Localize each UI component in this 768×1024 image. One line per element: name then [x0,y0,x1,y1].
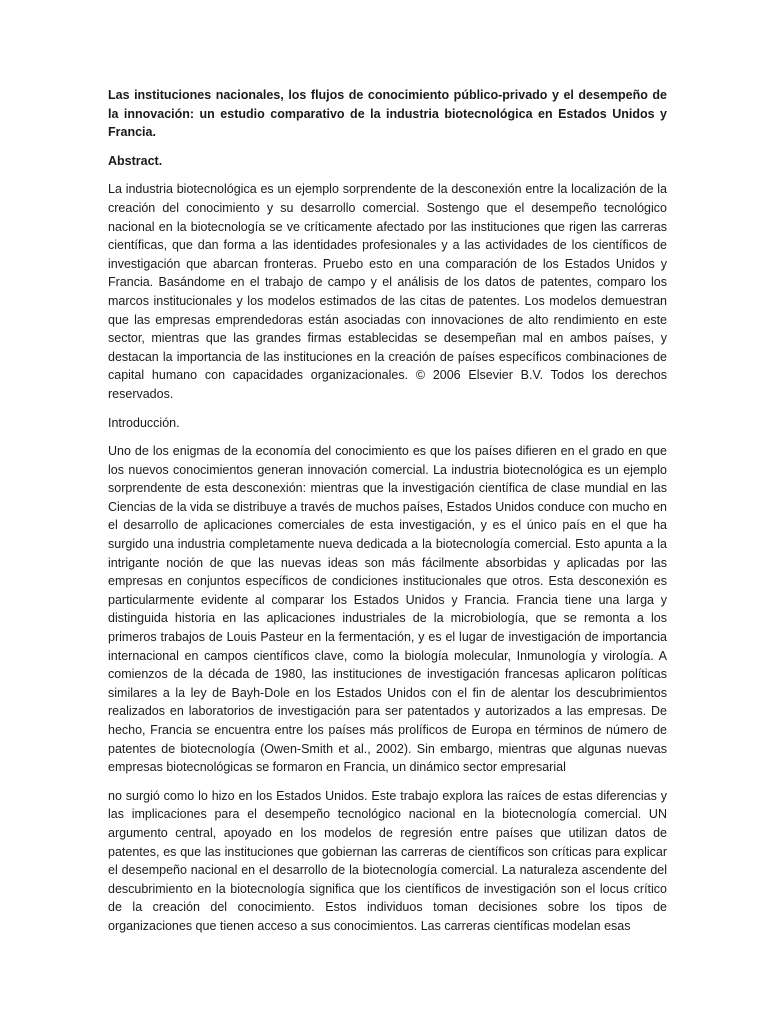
introduction-heading: Introducción. [108,415,180,430]
abstract-paragraph: La industria biotecnológica es un ejemplo sorprendente de la desconexión entre la localización de la creación del conocimiento y su desarrollo comercial. Sostengo que el desempeño tecnológico nacional en la biotecnología se ve críticamente afectado por las instituciones que rigen las carreras científicas, que dan forma a las identidades profesionales y a las actividades de los científicos de investigación que abarcan fronteras. Pruebo esto en una comparación de los Estados Unidos y Francia. Basándome en el trabajo de campo y el análisis de los datos de patentes, comparo los marcos institucionales y los modelos estimados de las citas de patentes. Los modelos demuestran que las empresas emprendedoras están asociadas con innovaciones de alto rendimiento en este sector, mientras que las grandes firmas establecidas se desempeñan mal en ambos países, y destacan la importancia de las instituciones en la creación de países específicos combinaciones de capital humano con capacidades organizacionales. © 2006 Elsevier B.V. Todos los derechos reservados. [108,182,667,401]
document-page [108,86,667,946]
abstract-heading: Abstract. [108,153,163,168]
document-title: Las instituciones nacionales, los flujos de conocimiento público-privado y el desempeño de la innovación: un estudio comparativo de la industria biotecnológica en Estados Unidos y Francia. [108,88,667,140]
introduction-paragraph-2: no surgió como lo hizo en los Estados Unidos. Este trabajo explora las raíces de estas diferencias y las implicaciones para el desempeño tecnológico nacional en la biotecnología comercial. UN argumento central, apoyado en los modelos de regresión entre países que utilizan datos de patentes, es que las instituciones que gobiernan las carreras de científicos son críticas para explicar el desempeño nacional en el desarrollo de la biotecnología comercial. La naturaleza ascendente del descubrimiento en la biotecnología significa que los científicos de investigación son el locus crítico de la creación del conocimiento. Estos individuos toman decisiones sobre los tipos de organizaciones que tienen acceso a sus conocimientos. Las carreras científicas modelan esas [108,788,667,933]
introduction-paragraph-1: Uno de los enigmas de la economía del conocimiento es que los países difieren en el grado en que los nuevos conocimientos generan innovación comercial. La industria biotecnológica es un ejemplo sorprendente de esta desconexión: mientras que la investigación científica de clase mundial en las Ciencias de la vida se distribuye a través de muchos países, Estados Unidos conduce con mucho en el desarrollo de aplicaciones comerciales de esta investigación, y es el único país en el que ha surgido una industria completamente nueva dedicada a la biotecnología comercial. Esto apunta a la intrigante noción de que las nuevas ideas son más fácilmente absorbidas y aplicadas por las empresas en conjuntos específicos de condiciones institucionales que otros. Esta desconexión es particularmente evidente al comparar los Estados Unidos y Francia. Francia tiene una larga y distinguida historia en las aplicaciones industriales de la microbiología, que se remonta a los primeros trabajos de Louis Pasteur en la fermentación, y es el lugar de investigación de importancia internacional en campos científicos clave, como la biología molecular, Inmunología y virología. A comienzos de la década de 1980, las instituciones de investigación francesas aplicaron políticas similares a la ley de Bayh-Dole en los Estados Unidos con el fin de alentar los descubrimientos realizados en laboratorios de investigación para ser patentados y autorizados a las empresas. De hecho, Francia se encuentra entre los países más prolíficos de Europa en términos de número de patentes de biotecnología (Owen-Smith et al., 2002). Sin embargo, mientras que algunas nuevas empresas biotecnológicas se formaron en Francia, un dinámico sector empresarial [108,444,667,775]
